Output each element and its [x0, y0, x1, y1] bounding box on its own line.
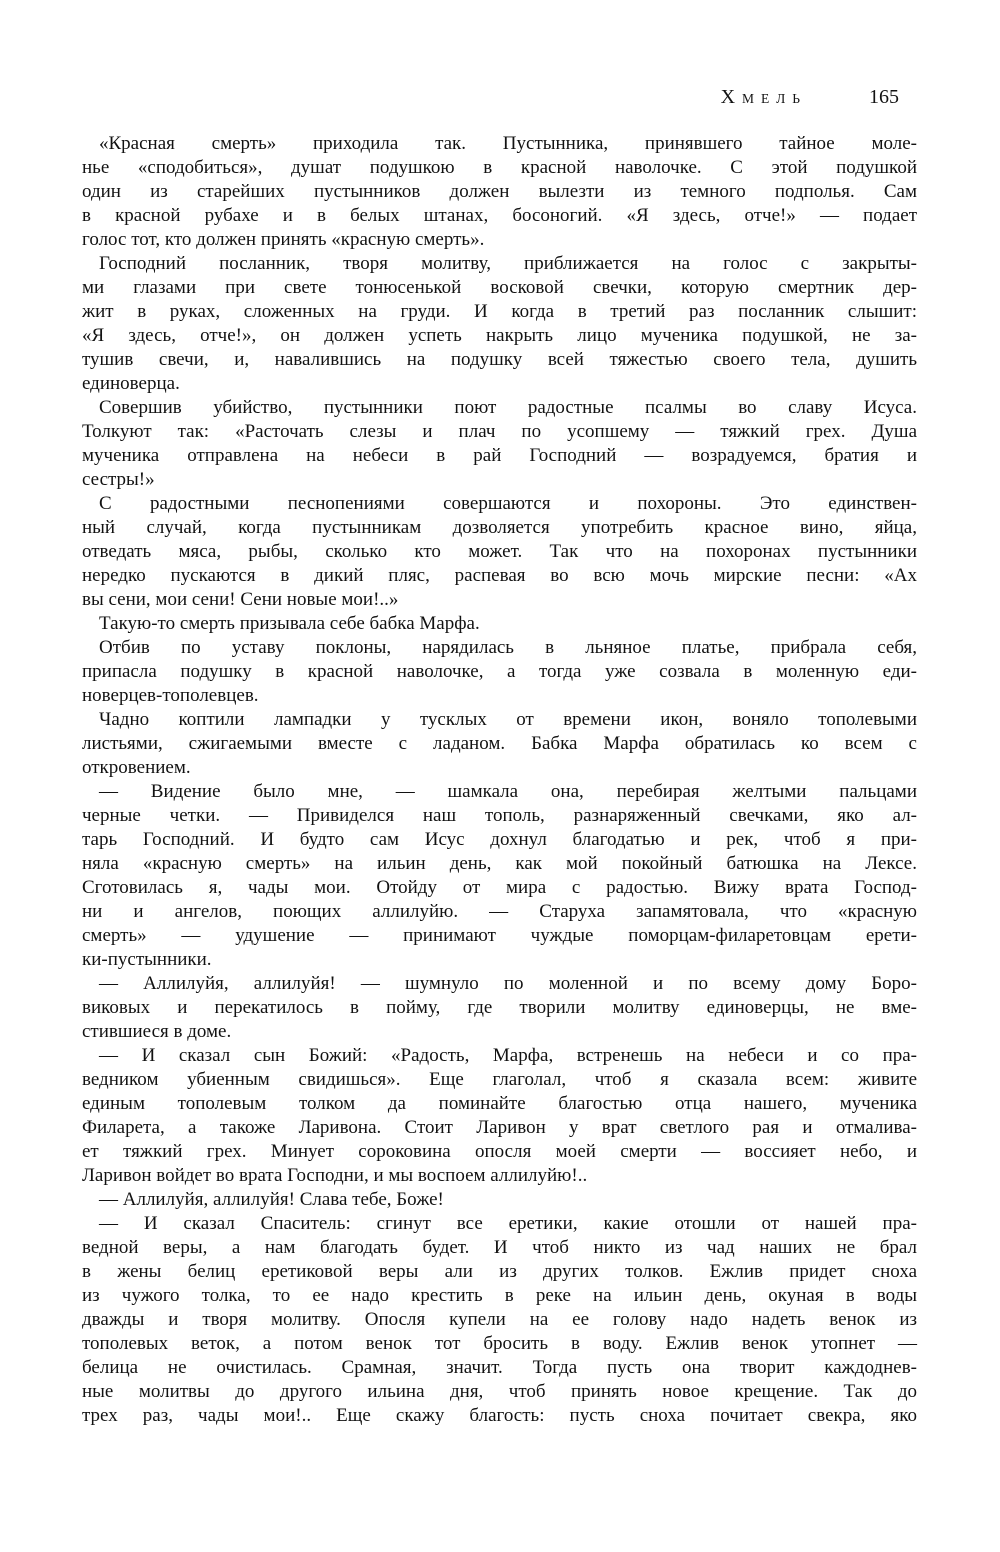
text-line: листьями, сжигаемыми вместе с ладаном. Бабка Марфа обратилась ко всем с: [82, 733, 917, 754]
text-line: новерцев-тополевцев.: [82, 685, 259, 706]
text-line: сестры!»: [82, 469, 155, 490]
text-line: тополевых веток, а потом венок тот бросить в воду. Ежлив венок утопнет —: [82, 1333, 917, 1354]
paragraph: [82, 1212, 917, 1428]
text-line: ведником убиенным свидишься». Еще глаголал, чтоб я сказала всем: живите: [82, 1069, 917, 1090]
paragraph: [82, 1044, 917, 1188]
text-line: Господний посланник, творя молитву, приближается на голос с закрыты-: [99, 253, 917, 274]
text-line: «Красная смерть» приходила так. Пустынника, принявшего тайное моле-: [99, 133, 917, 154]
text-line: Филарета, а такоже Ларивона. Стоит Ларивон у врат светлого рая и отмалива-: [82, 1117, 917, 1138]
text-line: «Я здесь, отче!», он должен успеть накрыть лицо мученика подушкой, не за-: [82, 325, 917, 346]
text-line: ведной веры, а нам благодать будет. И чтоб никто из чад наших не брал: [82, 1237, 917, 1258]
paragraph: [82, 1188, 917, 1212]
text-line: Сготовилась я, чады мои. Отойду от мира с радостью. Вижу врата Господ-: [82, 877, 917, 898]
text-line: припасла подушку в красной наволочке, а тогда уже созвала в моленную еди-: [82, 661, 917, 682]
text-line: вы сени, мои сени! Сени новые мои!..»: [82, 589, 399, 610]
text-line: тушив свечи, и, навалившись на подушку всей тяжестью своего тела, душить: [82, 349, 917, 370]
text-line: няла «красную смерть» на ильин день, как мой покойный батюшка на Лексе.: [82, 853, 917, 874]
text-line: дважды и творя молитву. Опосля купели на ее голову надо надеть венок из: [82, 1309, 917, 1330]
text-line: — И сказал сын Божий: «Радость, Марфа, встренешь на небеси и со пра-: [99, 1045, 917, 1066]
running-title: ХМЕЛЬ: [720, 86, 807, 108]
text-line: мученика отправлена на небеси в рай Господний — возрадуемся, братия и: [82, 445, 917, 466]
running-head: [82, 86, 917, 109]
text-line: ный случай, когда пустынникам дозволяется употребить красное вино, яйца,: [82, 517, 917, 538]
text-line: смерть» — удушение — принимают чуждые поморцам-филаретовцам ерети-: [82, 925, 917, 946]
paragraph: [82, 612, 917, 636]
text-line: — И сказал Спаситель: сгинут все еретики, какие отошли от нашей пра-: [99, 1213, 917, 1234]
text-line: Такую-то смерть призывала себе бабка Марфа.: [99, 613, 480, 634]
text-line: ные молитвы до другого ильина дня, чтоб принять новое крещение. Так до: [82, 1381, 917, 1402]
paragraph: [82, 780, 917, 972]
text-line: стившиеся в доме.: [82, 1021, 232, 1042]
text-line: единоверца.: [82, 373, 180, 394]
text-line: ки-пустынники.: [82, 949, 212, 970]
page-number: 165: [869, 86, 899, 108]
paragraph: [82, 396, 917, 492]
text-line: один из старейших пустынников должен вылезти из темного подполья. Сам: [82, 181, 917, 202]
text-line: нье «сподобиться», душат подушкою в красной наволочке. С этой подушкой: [82, 157, 917, 178]
text-line: в жены белиц еретиковой веры али из других толков. Ежлив придет сноха: [82, 1261, 917, 1282]
text-line: черные четки. — Привиделся наш тополь, разнаряженный свечками, яко ал-: [82, 805, 917, 826]
text-line: трех раз, чады мои!.. Еще скажу благость: пусть сноха почитает свекра, яко: [82, 1405, 917, 1426]
paragraph: [82, 492, 917, 612]
text-line: в красной рубахе и в белых штанах, босоногий. «Я здесь, отче!» — подает: [82, 205, 917, 226]
paragraph: [82, 636, 917, 708]
text-line: Толкуют так: «Расточать слезы и плач по усопшему — тяжкий грех. Душа: [82, 421, 917, 442]
text-line: — Видение было мне, — шамкала она, перебирая желтыми пальцами: [99, 781, 917, 802]
text-line: С радостными песнопениями совершаются и похороны. Это единствен-: [99, 493, 917, 514]
text-line: — Аллилуйя, аллилуйя! Слава тебе, Боже!: [99, 1189, 444, 1210]
text-line: белица не очистилась. Срамная, значит. Тогда пусть она творит каждоднев-: [82, 1357, 917, 1378]
text-line: ет тяжкий грех. Минует сороковина опосля моей смерти — воссияет небо, и: [82, 1141, 917, 1162]
text-line: Чадно коптили лампадки у тусклых от времени икон, воняло тополевыми: [99, 709, 917, 730]
text-line: единым тополевым толком да поминайте благостью отца нашего, мученика: [82, 1093, 917, 1114]
text-line: ни и ангелов, поющих аллилуйю. — Старуха запамятовала, что «красную: [82, 901, 917, 922]
text-line: откровением.: [82, 757, 191, 778]
text-line: Ларивон войдет во врата Господни, и мы воспоем аллилуйю!..: [82, 1165, 588, 1186]
paragraph: [82, 972, 917, 1044]
text-line: Совершив убийство, пустынники поют радостные псалмы во славу Исуса.: [99, 397, 917, 418]
text-line: виковых и перекатилось в пойму, где творили молитву единоверцы, не вме-: [82, 997, 917, 1018]
text-line: — Аллилуйя, аллилуйя! — шумнуло по моленной и по всему дому Боро-: [99, 973, 917, 994]
text-line: голос тот, кто должен принять «красную смерть».: [82, 229, 485, 250]
paragraph: [82, 708, 917, 780]
text-line: жит в руках, сложенных на груди. И когда в третий раз посланник слышит:: [82, 301, 917, 322]
text-line: тарь Господний. И будто сам Исус дохнул благодатью и рек, чтоб я при-: [82, 829, 917, 850]
page-body: [82, 132, 917, 1428]
text-line: отведать мяса, рыбы, сколько кто может. Так что на похоронах пустынники: [82, 541, 917, 562]
paragraph: [82, 132, 917, 252]
text-line: нередко пускаются в дикий пляс, распевая во всю мочь мирские песни: «Ах: [82, 565, 917, 586]
paragraph: [82, 252, 917, 396]
text-line: ми глазами при свете тонюсенькой восковой свечки, которую смертник дер-: [82, 277, 917, 298]
text-line: из чужого толка, то ее надо крестить в реке на ильин день, окуная в воды: [82, 1285, 917, 1306]
text-line: Отбив по уставу поклоны, нарядилась в льняное платье, прибрала себя,: [99, 637, 917, 658]
